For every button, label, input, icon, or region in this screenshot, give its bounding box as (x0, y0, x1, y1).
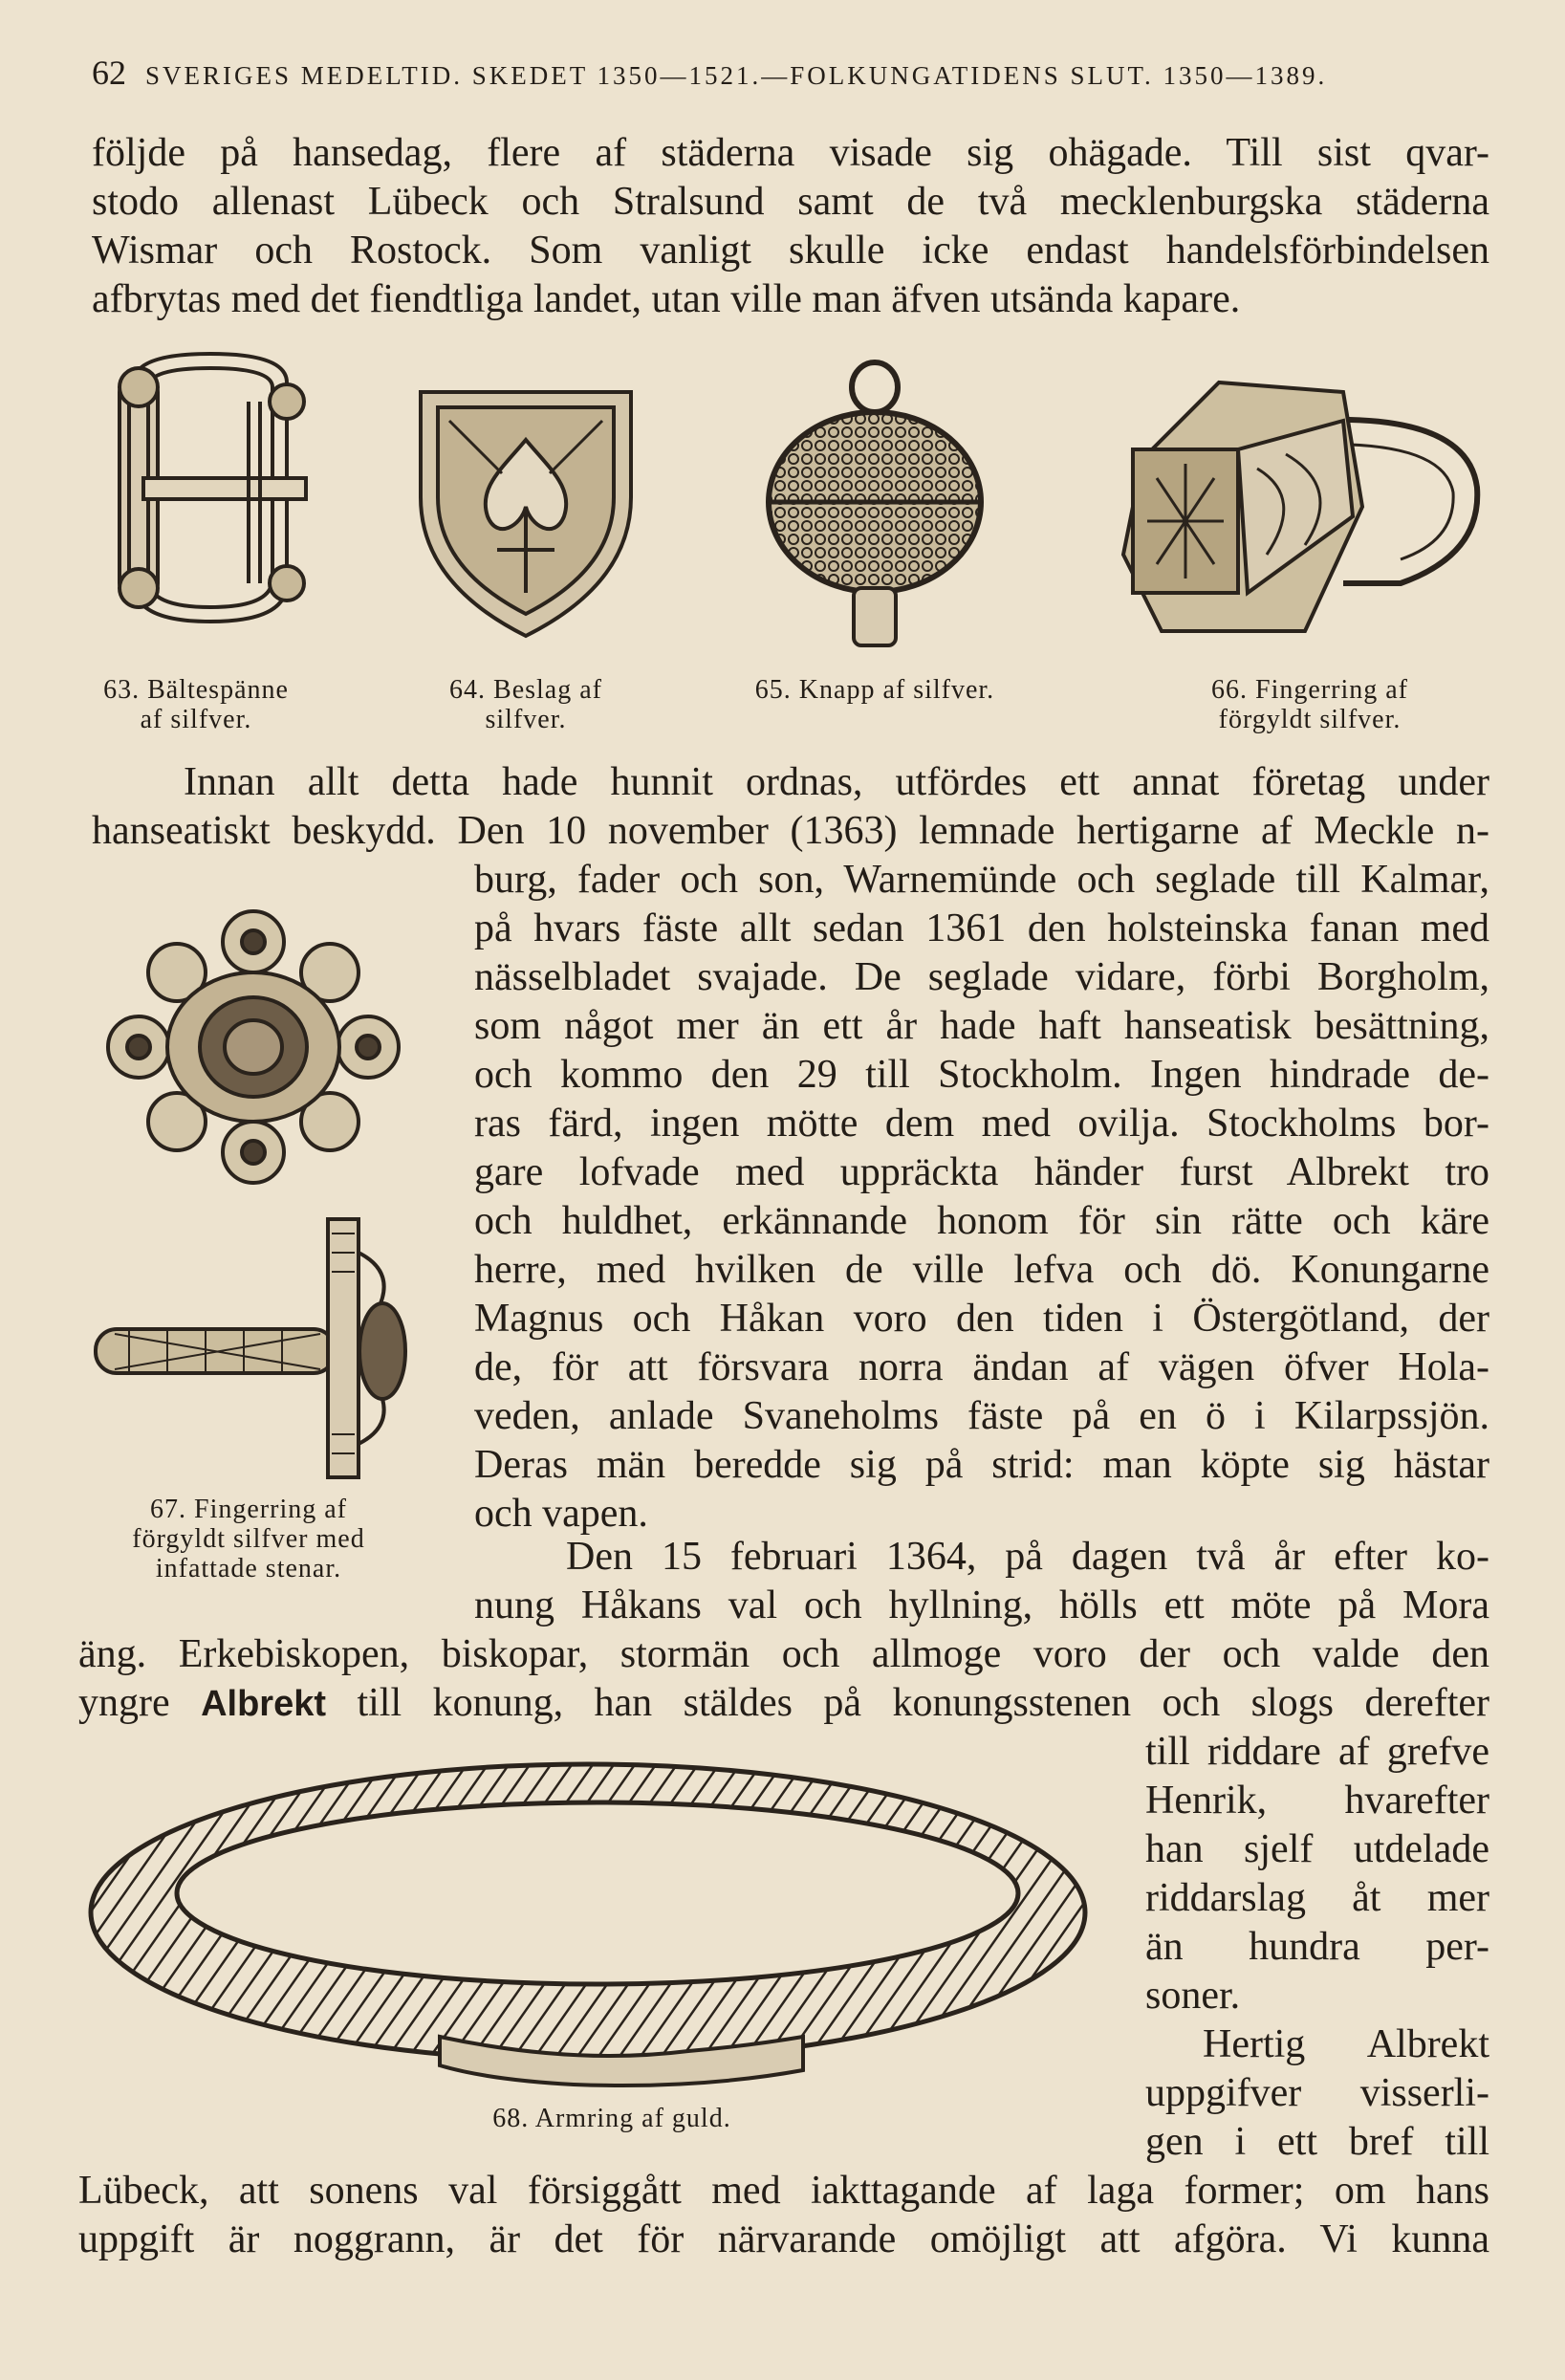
paragraph-3-column (474, 1533, 1489, 1630)
text-line: nässelbladet svajade. De seglade vidare, förbi Borgholm, (474, 955, 1489, 999)
caption-line: 65. Knapp af silfver. (754, 675, 995, 705)
silver-button-icon (760, 359, 989, 655)
text-line: herre, med hvilken de ville lefva och dö. Konungarne (474, 1248, 1489, 1292)
caption-line: 66. Fingerring af (1211, 675, 1408, 705)
text-line: burg, fader och son, Warnemünde och seglade till Kalmar, (474, 858, 1489, 902)
paragraph-3-side-column (1145, 1728, 1489, 2020)
paragraph-3-full (78, 1630, 1489, 1729)
text-line: följde på hansedag, flere af städerna visade sig ohägade. Till sist qvar- (92, 131, 1489, 175)
figure-67-caption (86, 1495, 411, 1583)
jeweled-ring-icon (100, 904, 406, 1190)
text-line: och huldhet, erkännande honom för sin rätte och käre (474, 1199, 1489, 1243)
text-line: Wismar och Rostock. Som vanligt skulle icke endast handelsförbindelsen (92, 229, 1489, 273)
text-line: soner. (1145, 1974, 1241, 2018)
text-line: Den 15 februari 1364, på dagen två år efter ko- (566, 1535, 1489, 1579)
text-line: gare lofvade med uppräckta händer furst Albrekt tro (474, 1150, 1489, 1194)
text-line: nung Håkans val och hyllning, hölls ett möte på Mora (474, 1583, 1489, 1627)
figure-68-caption (421, 2104, 803, 2133)
bold-name: Albrekt (201, 1684, 327, 1724)
figure-64-caption (402, 675, 650, 734)
text-line: afbrytas med det fiendtliga landet, utan ville man äfven utsända kapare. (92, 277, 1241, 321)
text-line: stodo allenast Lübeck och Stralsund samt de två mecklenburgska städerna (92, 180, 1489, 224)
text-line: de, för att försvara norra ändan af vägen öfver Hola- (474, 1345, 1489, 1389)
text-line: och vapen. (474, 1492, 648, 1536)
text-line: uppgift är noggrann, är det för närvarande omöjligt att afgöra. Vi kunna (78, 2217, 1489, 2261)
text-line: till riddare af grefve (1145, 1730, 1489, 1774)
text-line: gen i ett bref till (1145, 2120, 1489, 2164)
running-header (92, 53, 1497, 100)
figure-66-caption (1147, 675, 1472, 734)
paragraph-4-side-column (1145, 2020, 1489, 2167)
paragraph-1 (92, 129, 1489, 324)
text-line: veden, anlade Svaneholms fäste på en ö i Kilarpssjön. (474, 1394, 1489, 1438)
paragraph-2-intro (92, 758, 1489, 856)
jeweled-ring-side-icon (91, 1214, 416, 1482)
text-fragment: yngre (78, 1681, 170, 1725)
caption-line: förgyldt silfver med (132, 1524, 365, 1554)
text-line: och kommo den 29 till Stockholm. Ingen hindrade de- (474, 1053, 1489, 1097)
caption-line: 67. Fingerring af (150, 1495, 347, 1524)
text-line: som något mer än ett år hade haft hanseatisk besättning, (474, 1004, 1489, 1048)
text-line: riddarslag åt mer (1145, 1876, 1489, 1920)
text-line: Deras män beredde sig på strid: man köpte sig hästar (474, 1443, 1489, 1487)
gold-armring-icon (76, 1750, 1099, 2113)
caption-line: infattade stenar. (155, 1554, 342, 1583)
signet-ring-icon (1114, 363, 1487, 660)
text-line: han sjelf utdelade (1145, 1827, 1489, 1871)
text-line: Innan allt detta hade hunnit ordnas, utfördes ett annat företag under (184, 760, 1489, 804)
text-line: Hertig Albrekt (1203, 2022, 1489, 2066)
paragraph-2-column (474, 856, 1489, 1539)
text-fragment: till konung, han stäldes på konungsstenen och slogs derefter (357, 1681, 1490, 1725)
paragraph-4-full (78, 2167, 1489, 2264)
text-line: Lübeck, att sonens val försiggått med iakttagande af laga former; om hans (78, 2169, 1489, 2213)
text-line: uppgifver visserli- (1145, 2071, 1489, 2115)
caption-line: 64. Beslag af (449, 675, 602, 705)
figure-63-caption (57, 675, 335, 734)
caption-line: af silfver. (140, 705, 252, 734)
shield-mount-icon (411, 382, 641, 641)
text-line: äng. Erkebiskopen, biskopar, stormän och allmoge voro der och valde den (78, 1632, 1489, 1676)
figure-65-caption (707, 675, 1042, 705)
caption-line: silfver. (485, 705, 567, 734)
caption-line: förgyldt silfver. (1218, 705, 1402, 734)
text-line: ras färd, ingen mötte dem med ovilja. Stockholms bor- (474, 1102, 1489, 1146)
text-line (78, 1679, 1489, 1729)
text-line: Magnus och Håkan voro den tiden i Östergötland, der (474, 1297, 1489, 1341)
running-title: SVERIGES MEDELTID. SKEDET 1350—1521.—FOLKUNGATIDENS SLUT. 1350—1389. (145, 61, 1328, 90)
caption-line: 68. Armring af guld. (492, 2104, 731, 2133)
text-line: hanseatiskt beskydd. Den 10 november (1363) lemnade hertigarne af Meckle n- (92, 809, 1489, 853)
text-line: än hundra per- (1145, 1925, 1489, 1969)
caption-line: 63. Bältespänne (103, 675, 289, 705)
text-line: på hvars fäste allt sedan 1361 den holsteinska fanan med (474, 906, 1489, 950)
belt-buckle-icon (96, 344, 325, 631)
text-line: Henrik, hvarefter (1145, 1779, 1489, 1823)
page-number: 62 (92, 54, 126, 92)
